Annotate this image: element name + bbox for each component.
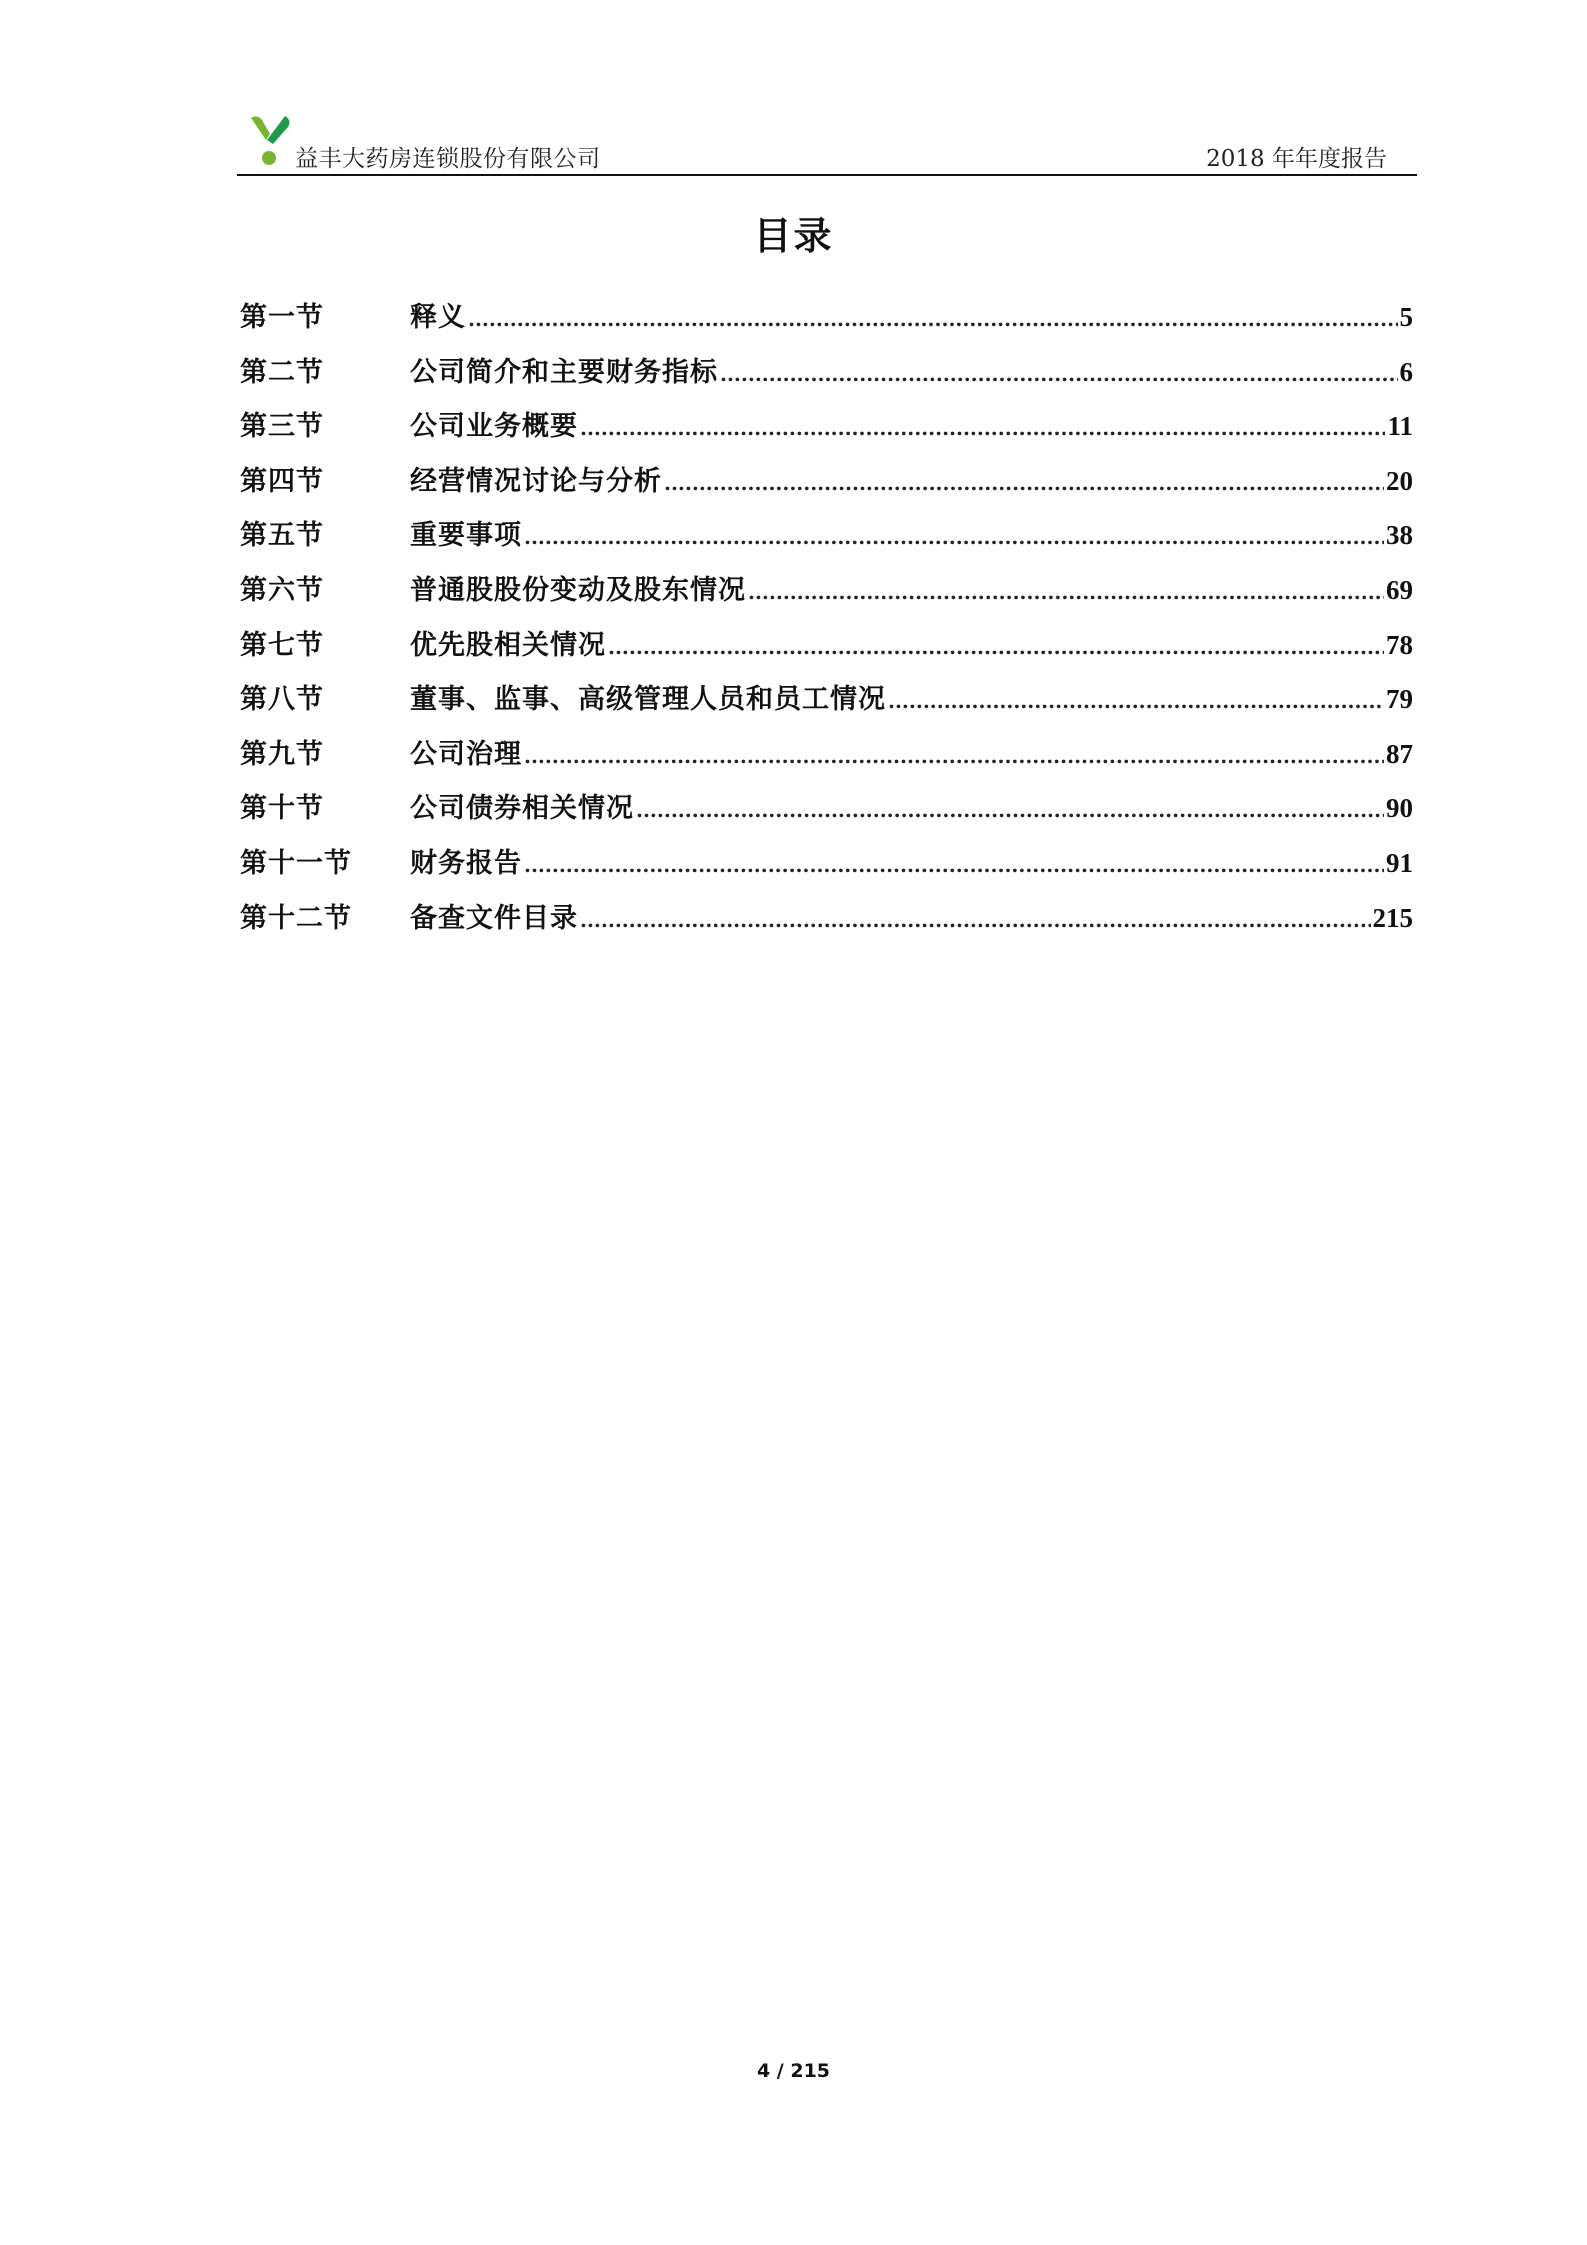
toc-section-number: 第二节 <box>240 356 324 388</box>
toc-section-number: 第四节 <box>240 465 324 497</box>
toc-dot-leader <box>524 520 1384 551</box>
toc-section-title: 重要事项 <box>410 520 522 552</box>
toc-entry[interactable] <box>240 350 1413 405</box>
toc-dot-leader <box>580 411 1385 442</box>
toc-section-number: 第六节 <box>240 574 324 606</box>
toc-section-title: 备查文件目录 <box>410 902 578 934</box>
toc-entry[interactable] <box>240 623 1413 678</box>
toc-entry[interactable] <box>240 513 1413 568</box>
toc-section-title: 释义 <box>410 302 466 333</box>
toc-dot-leader <box>524 739 1384 770</box>
toc-section-title: 公司治理 <box>410 738 522 770</box>
company-name: 益丰大药房连锁股份有限公司 <box>295 146 601 172</box>
toc-section-number: 第九节 <box>240 738 324 770</box>
toc-entry[interactable] <box>240 786 1413 841</box>
page-title: 目录 <box>753 213 834 258</box>
table-of-contents <box>240 295 1413 950</box>
page-header <box>237 110 1417 176</box>
toc-entry[interactable] <box>240 896 1413 951</box>
toc-section-number: 第五节 <box>240 520 324 552</box>
header-divider <box>237 174 1417 176</box>
toc-section-title: 财务报告 <box>410 847 522 879</box>
toc-section-number: 第三节 <box>240 411 324 443</box>
toc-dot-leader <box>664 466 1384 497</box>
toc-section-number: 第七节 <box>240 629 324 661</box>
toc-page-number: 215 <box>1372 902 1413 933</box>
toc-dot-leader <box>888 684 1384 715</box>
toc-page-number: 69 <box>1386 574 1413 605</box>
toc-section-title: 董事、监事、高级管理人员和员工情况 <box>410 684 886 716</box>
toc-section-number: 第十二节 <box>240 902 352 934</box>
page-number-footer: 4 / 215 <box>756 2060 831 2082</box>
toc-page-number: 90 <box>1386 793 1413 824</box>
toc-entry[interactable] <box>240 732 1413 787</box>
toc-dot-leader <box>468 302 1398 333</box>
yifeng-y-logo-icon <box>245 114 293 170</box>
toc-entry[interactable] <box>240 404 1413 459</box>
toc-page-number: 11 <box>1387 411 1413 442</box>
toc-page-number: 38 <box>1386 520 1413 551</box>
toc-dot-leader <box>636 793 1384 824</box>
toc-entry[interactable] <box>240 568 1413 623</box>
toc-page-number: 20 <box>1386 465 1413 496</box>
toc-section-title: 优先股相关情况 <box>410 629 606 661</box>
toc-section-title: 普通股股份变动及股东情况 <box>410 574 746 606</box>
toc-dot-leader <box>720 357 1398 388</box>
toc-section-title: 公司债券相关情况 <box>410 793 634 825</box>
toc-section-number: 第十节 <box>240 793 324 825</box>
toc-entry[interactable] <box>240 459 1413 514</box>
toc-dot-leader <box>524 848 1384 879</box>
toc-section-number: 第一节 <box>240 302 324 333</box>
toc-dot-leader <box>580 903 1371 934</box>
toc-page-number: 79 <box>1386 684 1413 715</box>
toc-page-number: 91 <box>1386 847 1413 878</box>
toc-page-number: 87 <box>1386 738 1413 769</box>
toc-dot-leader <box>748 575 1384 606</box>
report-title: 2018 年年度报告 <box>1206 146 1387 172</box>
toc-section-number: 第十一节 <box>240 847 352 879</box>
toc-page-number: 5 <box>1399 302 1413 332</box>
toc-section-number: 第八节 <box>240 684 324 716</box>
toc-entry[interactable] <box>240 677 1413 732</box>
toc-entry[interactable] <box>240 295 1413 350</box>
toc-page-number: 78 <box>1386 629 1413 660</box>
toc-dot-leader <box>608 630 1384 661</box>
toc-section-title: 公司简介和主要财务指标 <box>410 356 718 388</box>
toc-section-title: 公司业务概要 <box>410 411 578 443</box>
toc-section-title: 经营情况讨论与分析 <box>410 465 662 497</box>
toc-page-number: 6 <box>1399 356 1413 387</box>
toc-entry[interactable] <box>240 841 1413 896</box>
